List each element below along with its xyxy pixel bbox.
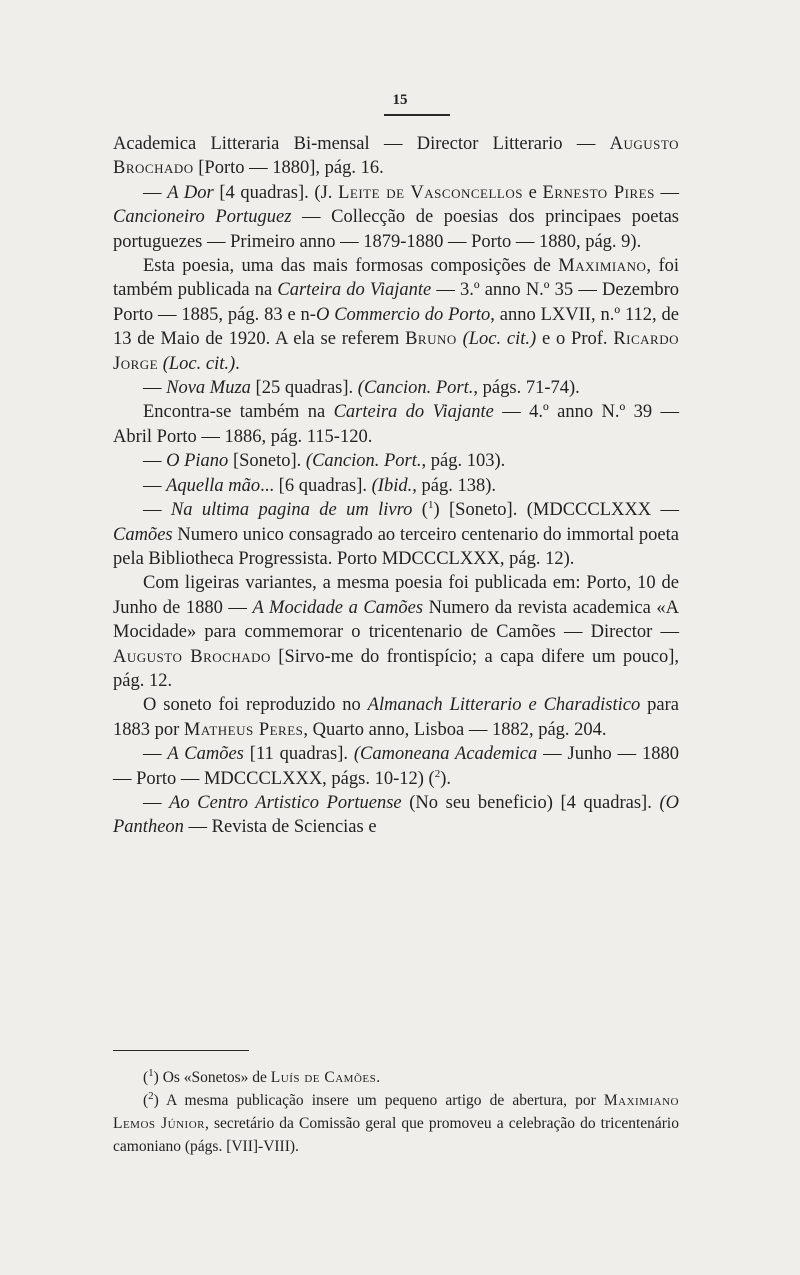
text-run: ( xyxy=(143,1069,149,1086)
text-run: [25 quadras]. xyxy=(250,378,358,399)
italic-title: A Mocidade a Camões xyxy=(252,597,424,618)
italic-title: Ao Centro Artistico Portuense xyxy=(169,792,402,813)
text-run: ) [Soneto]. (MDCCCLXXX — xyxy=(433,500,679,521)
text-run: [11 quadras]. xyxy=(243,744,354,765)
italic-title: (Cancion. Port. xyxy=(305,451,422,472)
text-run: — xyxy=(143,475,167,496)
author-name: Matheus Peres xyxy=(183,719,304,740)
body-paragraph xyxy=(113,791,679,840)
italic-title: Almanach Litterario e Charadistico xyxy=(367,695,641,716)
text-run: — xyxy=(143,182,168,203)
italic-title: Na ultima pagina de um livro xyxy=(170,500,413,521)
body-text xyxy=(113,132,679,840)
italic-title: A Camões xyxy=(167,744,244,765)
body-paragraph xyxy=(113,498,679,571)
footnotes xyxy=(113,1066,679,1158)
text-run: , foi também publicada na xyxy=(113,256,679,301)
page-number: 15 xyxy=(392,92,408,108)
text-run: — 3.º anno N.º 35 — Dezembro Porto — 1885, pág. 83 e n- xyxy=(113,280,679,325)
italic-title: O Piano xyxy=(166,451,229,472)
text-run: . xyxy=(376,1069,381,1086)
footnote-marker: 2 xyxy=(148,1089,154,1102)
body-paragraph xyxy=(113,400,679,449)
text-run: ) Os «Sonetos» de xyxy=(153,1069,271,1086)
text-run: , anno LXVII, n.º 112, de 13 de Maio de 1920. A ela se referem xyxy=(113,304,679,350)
text-run: , pág. 138). xyxy=(412,475,496,496)
footnote-paragraph xyxy=(113,1066,679,1089)
text-run: Esta poesia, uma das mais formosas composições de xyxy=(143,256,559,277)
author-name: Augusto Brochado xyxy=(113,134,679,179)
text-run: (No seu beneficio) [4 quadras]. xyxy=(401,792,660,813)
italic-title: Aquella mão xyxy=(166,475,261,496)
text-run: — xyxy=(654,182,680,203)
footnote-marker: 1 xyxy=(148,1066,154,1079)
author-name: Ricardo Jorge xyxy=(113,329,679,374)
body-paragraph xyxy=(113,571,679,693)
text-run: ... [6 quadras]. xyxy=(260,475,372,496)
text-run: e o Prof. xyxy=(536,329,614,350)
author-name: Maximiano xyxy=(558,256,647,277)
author-name: Bruno xyxy=(405,329,457,350)
italic-title: A Dor xyxy=(167,182,214,203)
text-run: [Porto — 1880], pág. 16. xyxy=(193,158,384,179)
italic-title: O Commercio do Porto xyxy=(315,304,491,325)
text-run: Numero unico consagrado ao terceiro centenario do immortal poeta pela Bibliotheca Progressista. Porto MDCCCLXXX, pág. 12). xyxy=(113,524,679,569)
text-run: , pág. 103). xyxy=(421,451,506,472)
text-run: — xyxy=(143,451,167,472)
text-run: — 4.º anno N.º 39 — Abril Porto — 1886, pág. 115-120. xyxy=(113,402,679,447)
body-paragraph xyxy=(113,132,679,181)
italic-title: Carteira do Viajante xyxy=(277,280,432,301)
text-run: Encontra-se também na xyxy=(143,402,334,423)
author-name: Maximiano Lemos Júnior xyxy=(113,1092,679,1132)
footnote-marker: 1 xyxy=(427,498,434,511)
author-name: Augusto Brochado xyxy=(113,646,271,667)
body-paragraph xyxy=(113,742,679,791)
text-run: — Revista de Sciencias e xyxy=(183,817,377,838)
text-run: [Soneto]. xyxy=(228,451,306,472)
header-rule xyxy=(384,114,450,116)
author-name: Luís de Camões xyxy=(270,1069,377,1086)
italic-title: Camões xyxy=(113,524,173,545)
text-run: Academica Litteraria Bi-mensal — Director Litterario — xyxy=(113,134,610,154)
footnote-marker: 2 xyxy=(434,767,441,780)
text-run: — xyxy=(143,500,171,521)
text-run: ( xyxy=(143,1092,149,1109)
italic-title: Carteira do Viajante xyxy=(333,402,494,423)
italic-title: (Loc. cit.) xyxy=(162,353,236,374)
text-run: [4 quadras]. (J. xyxy=(213,182,339,203)
author-name: Ernesto Pires xyxy=(542,182,655,203)
italic-title: (Camoneana Academica xyxy=(353,744,538,765)
italic-title: (Loc. cit.) xyxy=(462,329,537,350)
text-run: — xyxy=(143,378,167,399)
text-run: , secretário da Comissão geral que promoveu a celebração do tricentenário camoniano (págs. [VII]-VIII). xyxy=(113,1115,679,1155)
body-paragraph xyxy=(113,376,679,400)
text-run: para 1883 por xyxy=(113,695,679,740)
text-run: Numero da revista academica «A Mocidade» para commemorar o tricentenario de Camões — Director — xyxy=(113,597,679,643)
italic-title: Cancioneiro Portuguez xyxy=(113,207,292,228)
italic-title: Nova Muza xyxy=(166,378,251,399)
text-run: O soneto foi reproduzido no xyxy=(143,695,368,716)
footnote-paragraph xyxy=(113,1089,679,1158)
body-paragraph xyxy=(113,474,679,498)
text-run: [Sirvo-me do frontispício; a capa difere um pouco], pág. 12. xyxy=(113,646,679,691)
italic-title: (O Pantheon xyxy=(113,792,679,838)
text-run: , págs. 71-74). xyxy=(473,378,580,399)
text-run: Com ligeiras variantes, a mesma poesia foi publicada em: Porto, 10 de Junho de 1880 — xyxy=(113,573,679,618)
body-paragraph xyxy=(113,254,679,376)
text-run: e xyxy=(522,182,543,203)
author-name: Leite de Vasconcellos xyxy=(338,182,523,203)
italic-title: (Cancion. Port. xyxy=(357,378,474,399)
italic-title: (Ibid. xyxy=(371,475,413,496)
body-paragraph xyxy=(113,181,679,254)
text-run: — xyxy=(143,792,170,813)
text-run: — Collecção de poesias dos principaes poetas portuguezes — Primeiro anno — 1879-1880 — Porto — 1880, pág. 9). xyxy=(113,207,679,252)
text-run: ). xyxy=(440,768,451,789)
text-run: ( xyxy=(412,500,428,521)
footnote-rule xyxy=(113,1050,249,1051)
body-paragraph xyxy=(113,693,679,742)
text-run: , Quarto anno, Lisboa — 1882, pág. 204. xyxy=(303,719,607,740)
text-run: ) A mesma publicação insere um pequeno artigo de abertura, por xyxy=(153,1092,604,1109)
body-paragraph xyxy=(113,449,679,473)
text-run: — xyxy=(143,744,168,765)
text-run: — Junho — 1880 — Porto — MDCCCLXXX, págs. 10-12) ( xyxy=(113,744,680,789)
text-run: . xyxy=(235,353,240,374)
